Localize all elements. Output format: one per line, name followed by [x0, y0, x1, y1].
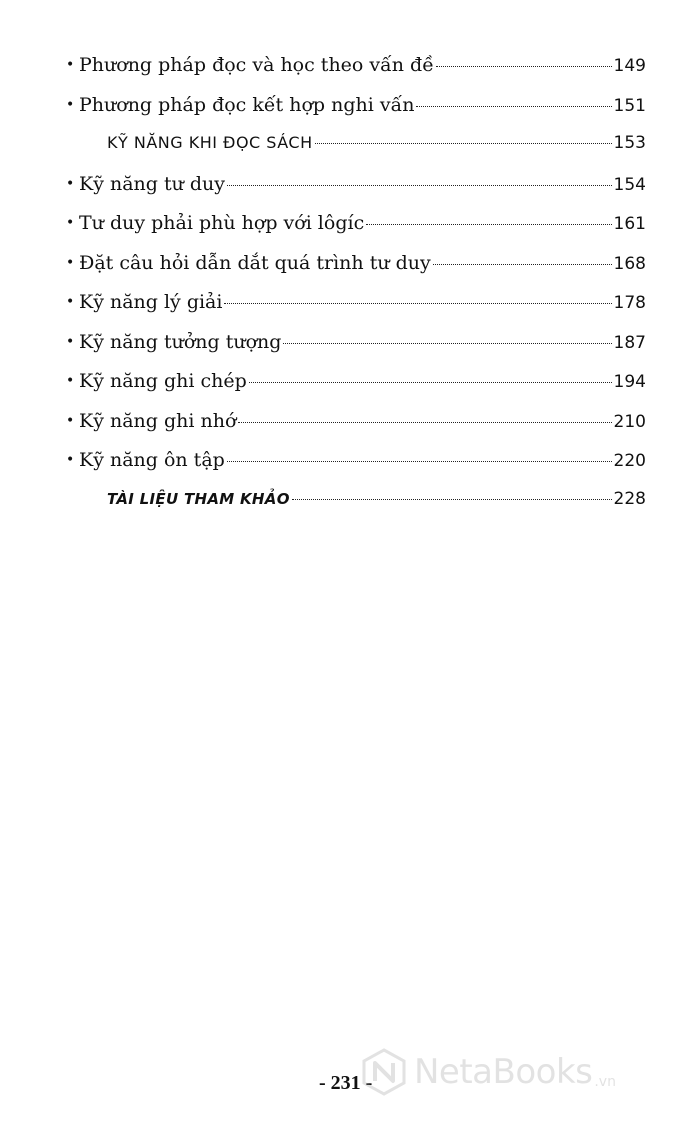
dot-leader: [315, 143, 612, 144]
page-number: - 231 -: [319, 1072, 373, 1094]
toc-entry-title: Kỹ năng tưởng tượng: [79, 330, 282, 353]
toc-heading-title: TÀI LIỆU THAM KHẢO: [107, 489, 290, 508]
dot-leader: [283, 343, 611, 344]
bullet-icon: •: [66, 373, 75, 389]
toc-entry-title: Kỹ năng lý giải: [79, 291, 223, 313]
bullet-icon: •: [66, 452, 75, 468]
toc-entry[interactable]: [66, 370, 646, 410]
toc-entry-title: Đặt câu hỏi dẫn dắt quá trình tư duy: [79, 251, 431, 274]
toc-entry-title: Phương pháp đọc và học theo vấn đề: [79, 54, 434, 76]
toc-entry-title: Kỹ năng ghi nhớ: [79, 409, 237, 432]
toc-entry-title: Kỹ năng ghi chép: [79, 370, 247, 392]
toc-section-heading[interactable]: [66, 489, 646, 529]
toc-entry[interactable]: [66, 252, 646, 292]
toc-entry[interactable]: [66, 94, 646, 134]
watermark-brand: NetaBooks: [414, 1052, 593, 1092]
bullet-icon: •: [66, 96, 75, 113]
toc-entry[interactable]: [66, 449, 646, 489]
toc-entry-title: Tư duy phải phù hợp với lôgíc: [79, 212, 365, 234]
toc-entry-page: 228: [613, 488, 646, 509]
dot-leader: [249, 382, 612, 383]
toc-entry-page: 178: [613, 293, 646, 313]
watermark-suffix: .vn: [594, 1074, 616, 1090]
dot-leader: [416, 106, 611, 107]
toc-entry-page: 168: [613, 253, 646, 274]
toc-entry-page: 210: [613, 411, 646, 432]
toc-entry[interactable]: [66, 212, 646, 252]
bullet-icon: •: [66, 294, 75, 310]
dot-leader: [238, 422, 611, 423]
bullet-icon: •: [66, 254, 75, 271]
dot-leader: [292, 499, 612, 500]
table-of-contents: [66, 54, 646, 528]
toc-entry[interactable]: [66, 291, 646, 331]
dot-leader: [227, 461, 612, 462]
toc-entry[interactable]: [66, 410, 646, 450]
toc-entry-page: 187: [613, 332, 646, 353]
toc-entry-title: Kỹ năng tư duy: [79, 172, 226, 195]
toc-entry[interactable]: [66, 54, 646, 94]
dot-leader: [433, 264, 612, 265]
toc-section-heading[interactable]: [66, 133, 646, 173]
toc-entry[interactable]: [66, 331, 646, 371]
dot-leader: [436, 66, 612, 67]
bullet-icon: •: [66, 333, 75, 350]
bullet-icon: •: [66, 215, 75, 231]
toc-entry-page: 151: [613, 95, 646, 116]
toc-entry-page: 220: [613, 451, 646, 471]
bullet-icon: •: [66, 175, 75, 192]
dot-leader: [366, 224, 611, 225]
toc-entry[interactable]: [66, 173, 646, 213]
toc-entry-title: Kỹ năng ôn tập: [79, 449, 225, 471]
toc-entry-page: 153: [613, 133, 646, 153]
toc-entry-title: Phương pháp đọc kết hợp nghi vấn: [79, 93, 415, 116]
toc-entry-page: 161: [613, 214, 646, 234]
watermark: [360, 1048, 616, 1096]
toc-entry-page: 194: [613, 372, 646, 392]
bullet-icon: •: [66, 412, 75, 429]
dot-leader: [227, 185, 612, 186]
bullet-icon: •: [66, 57, 75, 73]
toc-entry-page: 154: [613, 174, 646, 195]
toc-entry-page: 149: [613, 56, 646, 76]
toc-heading-title: KỸ NĂNG KHI ĐỌC SÁCH: [107, 133, 313, 152]
dot-leader: [224, 303, 611, 304]
